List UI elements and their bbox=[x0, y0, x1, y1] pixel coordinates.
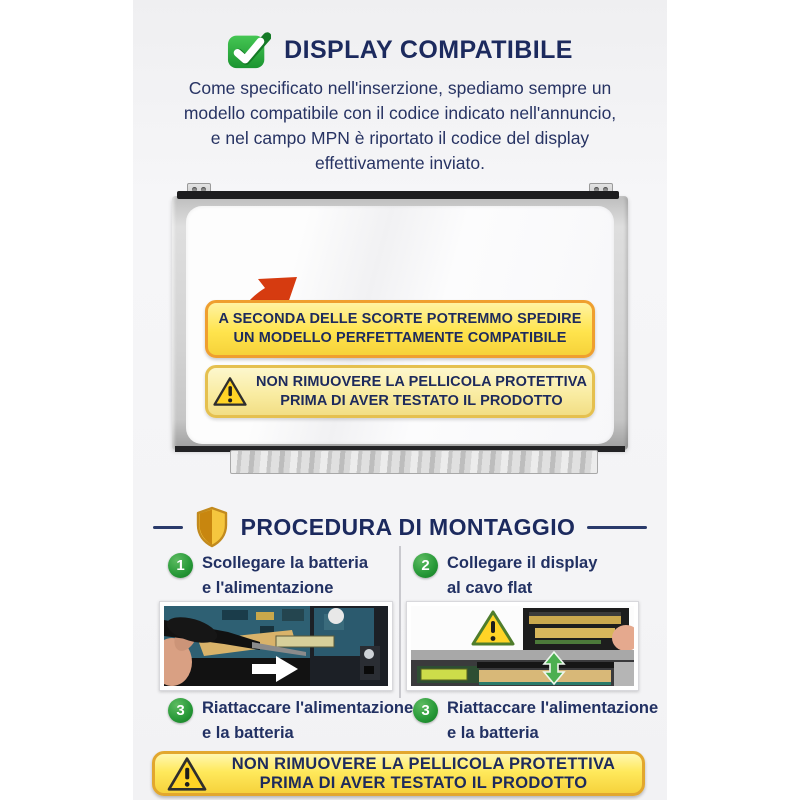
panel-top-bar bbox=[177, 191, 619, 199]
lcd-panel-photo bbox=[172, 186, 628, 476]
footer-warning-line: NON RIMUOVERE LA PELLICOLA PROTETTIVA bbox=[231, 754, 616, 773]
intro-line: e nel campo MPN è riportato il codice del display bbox=[210, 128, 590, 148]
header bbox=[133, 26, 667, 74]
step-3-right-badge: 3 bbox=[413, 698, 438, 723]
warning-triangle-icon bbox=[213, 376, 247, 407]
intro-line: Come specificato nell'inserzione, spediamo sempre un bbox=[188, 78, 612, 98]
film-warning-line: PRIMA DI AVER TESTATO IL PRODOTTO bbox=[280, 392, 563, 409]
page-title: DISPLAY COMPATIBILE bbox=[284, 35, 573, 64]
step-1 bbox=[168, 551, 400, 601]
step-2 bbox=[413, 551, 645, 601]
step-1-badge: 1 bbox=[168, 553, 193, 578]
film-warning-box bbox=[205, 365, 595, 418]
step-2-line: Collegare il display bbox=[447, 554, 598, 572]
step-2-line: al cavo flat bbox=[447, 579, 533, 597]
stock-notice-line: UN MODELLO PERFETTAMENTE COMPATIBILE bbox=[233, 330, 567, 346]
step-2-badge: 2 bbox=[413, 553, 438, 578]
procedure-header bbox=[133, 504, 667, 550]
step-3-left-line: e la batteria bbox=[202, 724, 294, 742]
intro-line: modello compatibile con il codice indicato nell'annuncio, bbox=[183, 103, 617, 123]
photo-connect-flat-cable bbox=[406, 601, 639, 691]
step-3-left-line: Riattaccare l'alimentazione bbox=[202, 699, 414, 717]
stock-notice-line: A SECONDA DELLE SCORTE POTREMMO SPEDIRE bbox=[218, 311, 582, 327]
step-3-right bbox=[413, 696, 659, 746]
procedure-title: PROCEDURA DI MONTAGGIO bbox=[240, 513, 576, 540]
photo-disconnect-battery bbox=[159, 601, 393, 691]
intro-line: effettivamente inviato. bbox=[315, 153, 485, 173]
footer-warning-line: PRIMA DI AVER TESTATO IL PRODOTTO bbox=[259, 773, 588, 792]
step-3-right-line: e la batteria bbox=[447, 724, 539, 742]
step-1-line: e l'alimentazione bbox=[202, 579, 334, 597]
stock-notice-box bbox=[205, 300, 595, 358]
intro-paragraph bbox=[158, 76, 642, 176]
divider-line-right bbox=[587, 526, 647, 529]
step-3-left-badge: 3 bbox=[168, 698, 193, 723]
gold-shield-icon bbox=[195, 506, 229, 548]
film-warning-line: NON RIMUOVERE LA PELLICOLA PROTETTIVA bbox=[255, 373, 588, 390]
green-check-icon bbox=[227, 30, 271, 70]
step-1-line: Scollegare la batteria bbox=[202, 554, 368, 572]
divider-line-left bbox=[153, 526, 183, 529]
warning-triangle-icon bbox=[167, 756, 207, 792]
footer-warning-box bbox=[152, 751, 645, 796]
step-3-right-line: Riattaccare l'alimentazione bbox=[447, 699, 659, 717]
panel-foil-strip bbox=[230, 450, 598, 474]
step-3-left bbox=[168, 696, 414, 746]
